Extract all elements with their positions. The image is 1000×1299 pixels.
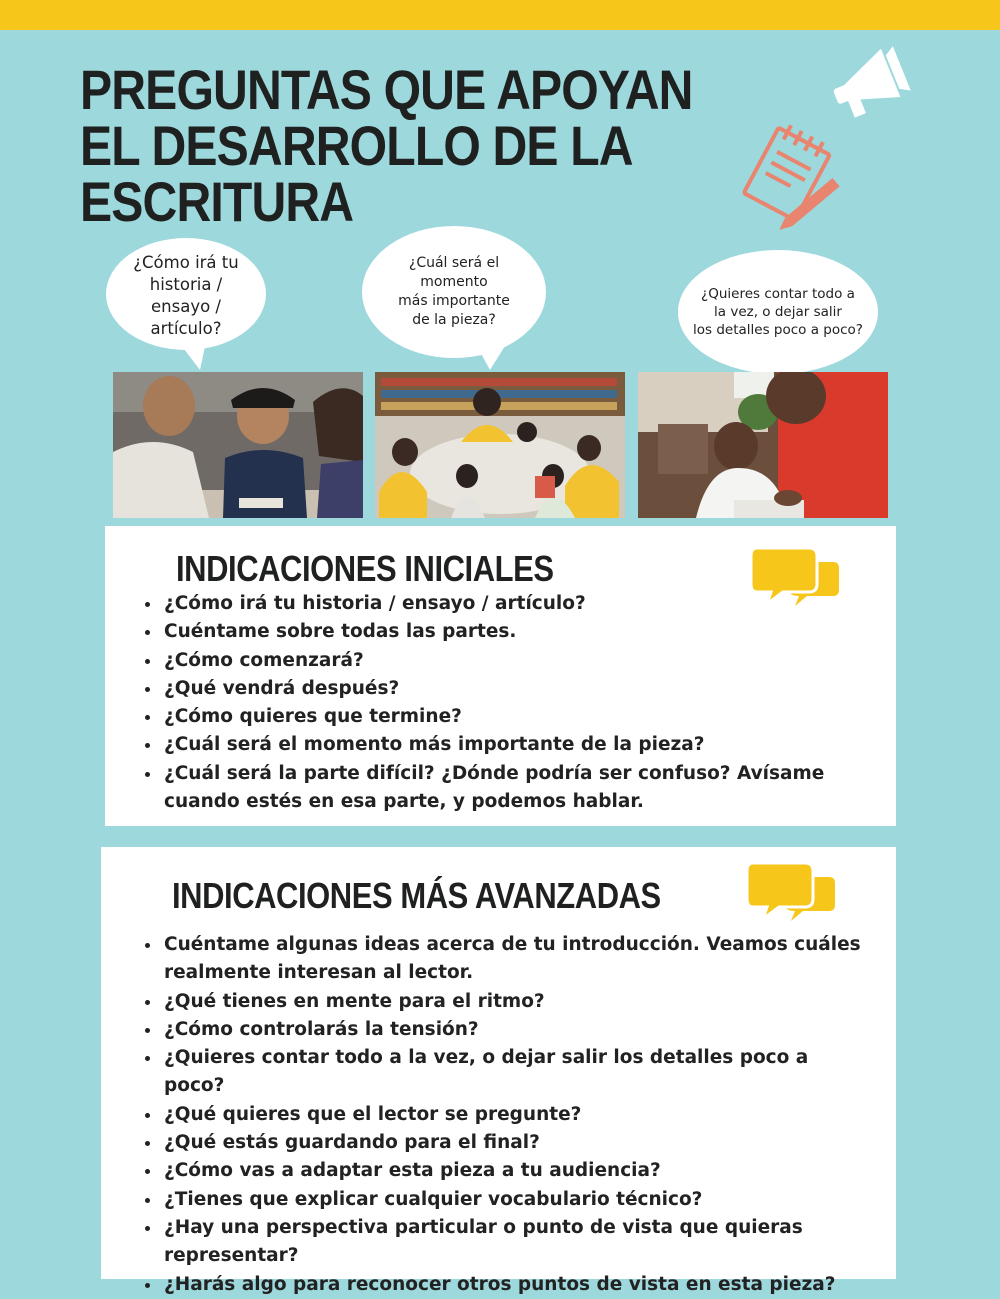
speech-bubble-1 — [104, 236, 268, 372]
bubble-2-line-1: ¿Cuál será el — [408, 255, 500, 271]
bubble-3-line-2: la vez, o dejar salir — [714, 304, 842, 320]
megaphone-icon — [826, 44, 922, 131]
list-item: • ¿Tienes que explicar cualquier vocabulario técnico? — [162, 1186, 868, 1214]
bubble-1-line-1: ¿Cómo irá tu — [133, 253, 239, 272]
title-line-2: EL DESARROLLO DE LA — [80, 114, 633, 177]
page-title — [80, 58, 693, 233]
list-item: • ¿Quieres contar todo a la vez, o dejar salir los detalles poco a poco? — [162, 1044, 868, 1101]
advanced-prompts-heading: INDICACIONES MÁS AVANZADAS — [172, 875, 661, 916]
list-item: • ¿Qué quieres que el lector se pregunte? — [162, 1101, 868, 1129]
speech-bubble-3 — [676, 240, 880, 380]
list-item: • ¿Cuál será el momento más importante de la pieza? — [162, 731, 842, 759]
list-item: • ¿Cómo controlarás la tensión? — [162, 1016, 868, 1044]
list-item: • ¿Qué tienes en mente para el ritmo? — [162, 988, 868, 1016]
photo-group-on-floor — [375, 372, 625, 518]
title-line-3: ESCRITURA — [80, 170, 354, 233]
list-item: • Cuéntame algunas ideas acerca de tu introducción. Veamos cuáles realmente interesan al lector. — [162, 931, 868, 988]
list-item: • ¿Cuál será la parte difícil? ¿Dónde podría ser confuso? Avísame cuando estés en esa parte, y podemos hablar. — [162, 760, 842, 817]
list-item: • ¿Cómo comenzará? — [162, 647, 842, 675]
bubble-2-line-2: momento — [420, 274, 488, 290]
bubble-2-line-3: más importante — [398, 293, 510, 309]
list-item: • ¿Hay una perspectiva particular o punto de vista que quieras representar? — [162, 1214, 868, 1271]
bubble-1-line-3: ensayo / — [151, 297, 221, 316]
list-item: • ¿Cómo irá tu historia / ensayo / artículo? — [162, 590, 842, 618]
list-item: • ¿Harás algo para reconocer otros puntos de vista en esta pieza? — [162, 1271, 868, 1299]
list-item: • Cuéntame sobre todas las partes. — [162, 618, 842, 646]
notepad-pencil-icon — [728, 120, 852, 243]
top-accent-bar — [0, 0, 1000, 30]
chat-bubbles-icon — [745, 861, 837, 928]
initial-prompts-list — [136, 590, 842, 816]
list-item: • ¿Qué vendrá después? — [162, 675, 842, 703]
bubble-1-line-2: historia / — [149, 275, 223, 294]
advanced-prompts-card — [101, 847, 896, 1295]
advanced-prompts-list — [136, 931, 868, 1299]
title-line-1: PREGUNTAS QUE APOYAN — [80, 58, 693, 121]
photo-teacher-with-children — [113, 372, 363, 518]
initial-prompts-heading: INDICACIONES INICIALES — [176, 548, 554, 589]
list-item: • ¿Qué estás guardando para el final? — [162, 1129, 868, 1157]
bubble-1-line-4: artículo? — [150, 319, 222, 338]
speech-bubble-2 — [360, 222, 550, 372]
list-item: • ¿Cómo vas a adaptar esta pieza a tu audiencia? — [162, 1157, 868, 1185]
list-item: • ¿Cómo quieres que termine? — [162, 703, 842, 731]
bubble-3-line-3: los detalles poco a poco? — [693, 322, 863, 338]
bubble-2-line-4: de la pieza? — [412, 312, 496, 328]
initial-prompts-card — [105, 526, 896, 826]
photo-adult-helping-child — [638, 372, 888, 518]
bubble-3-line-1: ¿Quieres contar todo a — [701, 286, 855, 302]
